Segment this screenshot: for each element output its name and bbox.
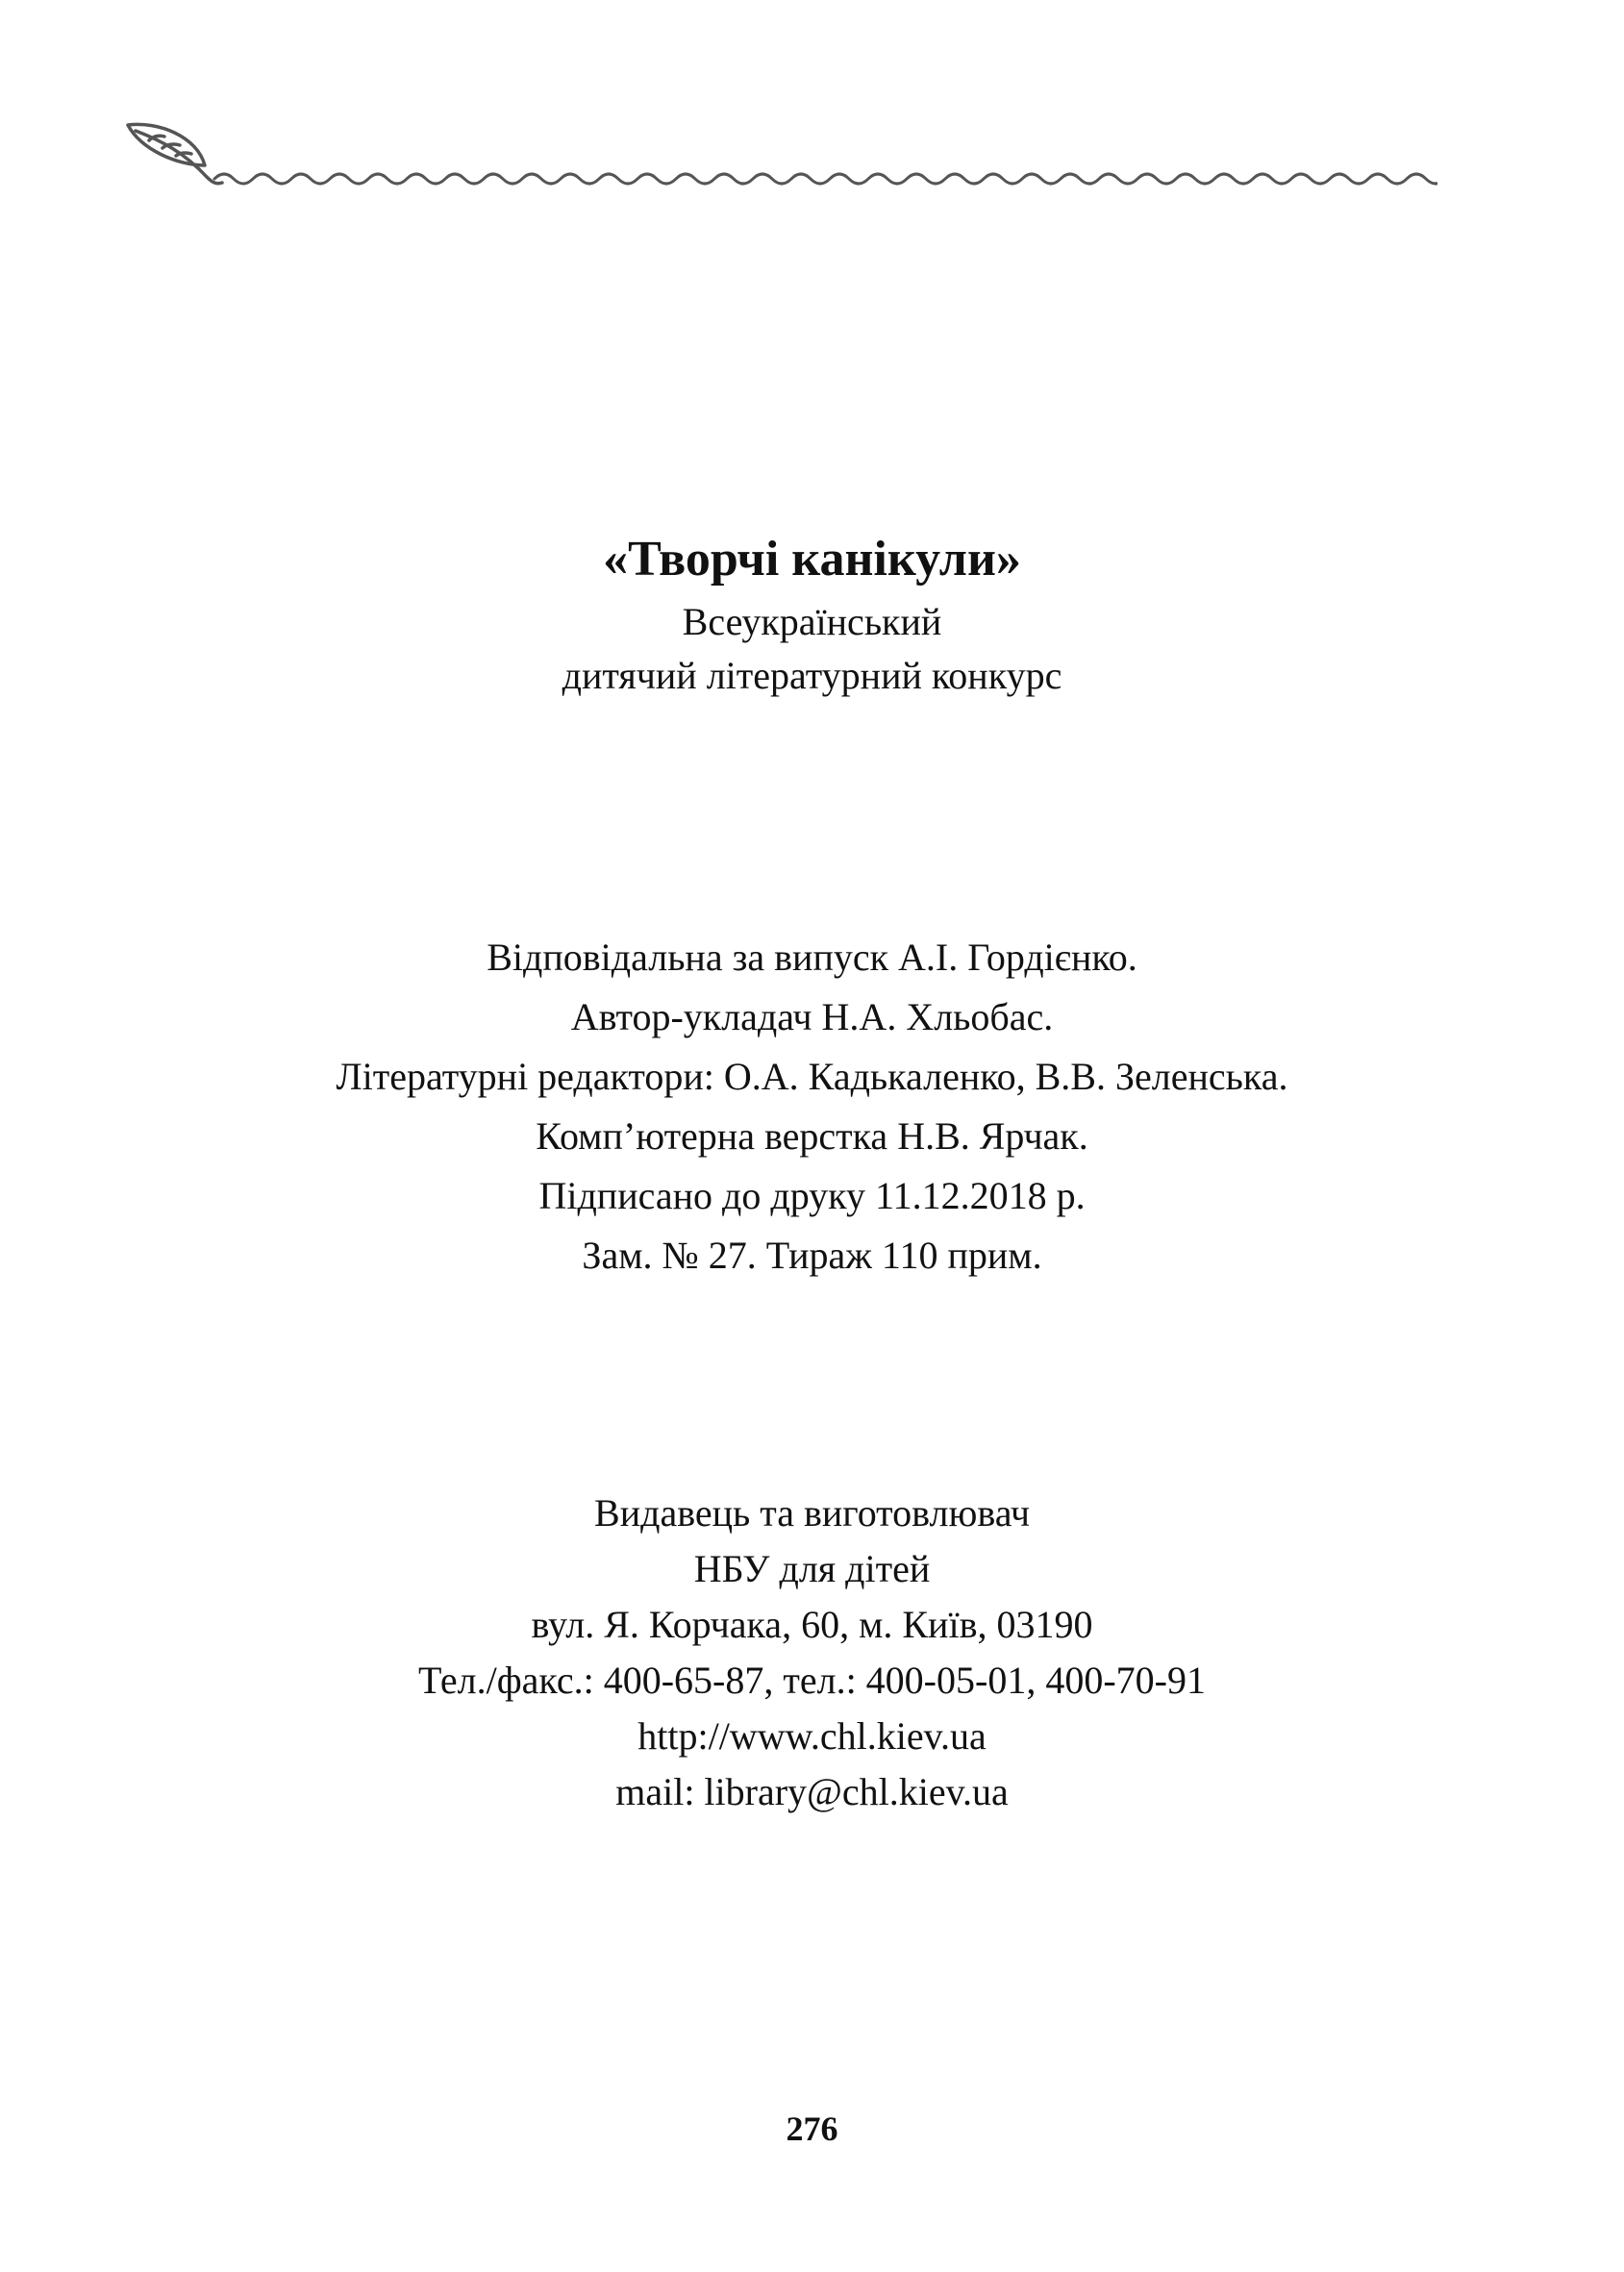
imprint-block — [0, 928, 1624, 1286]
publisher-email: mail: library@chl.kiev.ua — [615, 1770, 1009, 1813]
imprint-line: Комп’ютерна верстка Н.В. Ярчак. — [536, 1114, 1088, 1158]
publisher-line: Видавець та виготовлювач — [594, 1491, 1030, 1535]
feather-leaf-icon — [128, 124, 222, 183]
subtitle-line: Всеукраїнський — [682, 600, 942, 643]
imprint-line: Відповідальна за випуск А.І. Гордієнко. — [487, 936, 1137, 979]
wavy-rule — [214, 174, 1437, 184]
publisher-address: вул. Я. Корчака, 60, м. Київ, 03190 — [531, 1603, 1093, 1646]
publisher-phone: Тел./факс.: 400-65-87, тел.: 400-05-01, 400-70-91 — [418, 1659, 1206, 1702]
imprint-line: Зам. № 27. Тираж 110 прим. — [582, 1234, 1042, 1277]
imprint-line: Автор-укладач Н.А. Хльобас. — [570, 995, 1054, 1038]
book-title: «Творчі канікули» — [603, 532, 1021, 587]
title-block — [0, 524, 1624, 703]
page-number: 276 — [786, 2110, 838, 2148]
subtitle-line: дитячий літературний конкурс — [562, 654, 1062, 697]
publisher-line: НБУ для дітей — [693, 1547, 931, 1590]
imprint-line: Підписано до друку 11.12.2018 р. — [538, 1174, 1086, 1217]
header-ornament — [120, 115, 1437, 202]
publisher-block — [0, 1486, 1624, 1820]
imprint-line: Літературні редактори: О.А. Кадькаленко, В.В. Зеленська. — [336, 1055, 1288, 1098]
publisher-website: http://www.chl.kiev.ua — [637, 1714, 987, 1758]
